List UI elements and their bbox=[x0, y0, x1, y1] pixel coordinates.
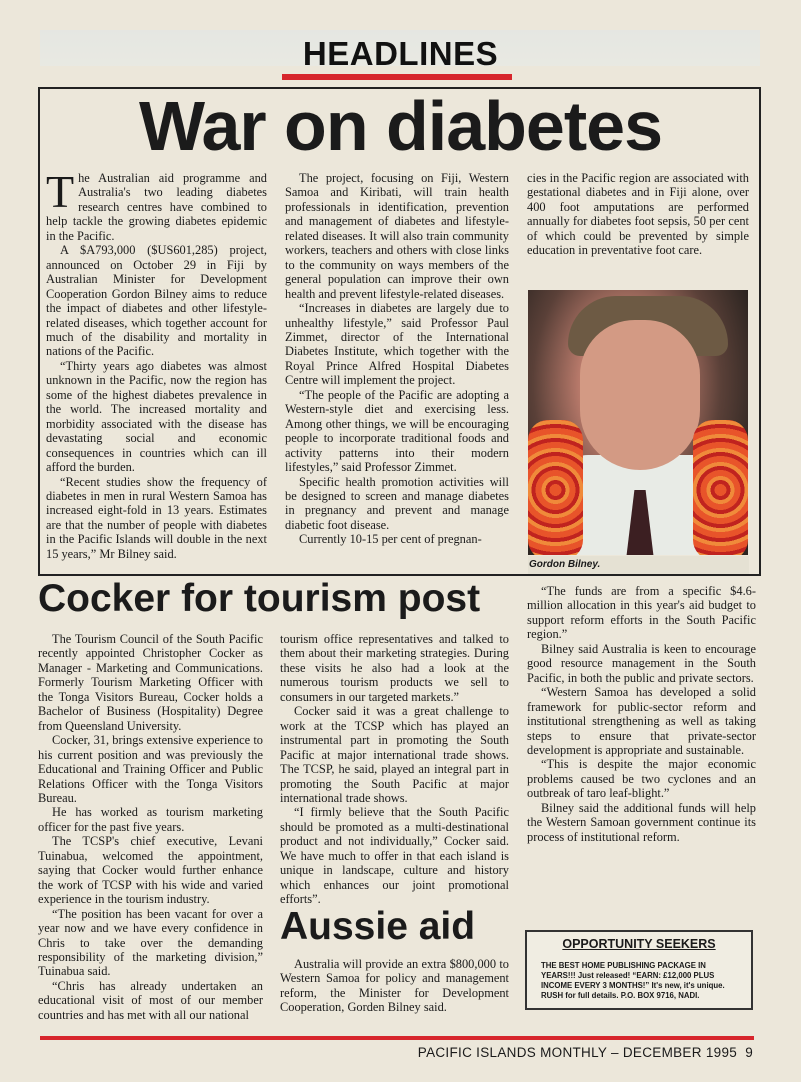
page-footer bbox=[418, 1045, 753, 1060]
story2-paragraph: “The position has been vacant for over a year now and we have every confidence in Chris to take over the demanding responsibility of the marketing division,” Tuinabua said. bbox=[38, 906, 263, 979]
story3-paragraph: “The funds are from a specific $4.6-million allocation in this year's aid budget to support reform efforts in the South Pacific region.” bbox=[527, 584, 756, 642]
story1-paragraph: The Australian aid programme and Australia's two leading diabetes research centres have combined to help tackle the growing diabetes epidemic in the Pacific. bbox=[46, 166, 267, 243]
story2-paragraph: The TCSP's chief executive, Levani Tuinabua, welcomed the appointment, saying that Cocker would further enhance the work of TCSP with his wide and varied experience in the tourism industry. bbox=[38, 834, 263, 907]
kicker-underline bbox=[282, 74, 512, 80]
story3-paragraph: Australia will provide an extra $800,000 to Western Samoa for policy and management reform, the Minister for Development Cooperation, Gorden Bilney said. bbox=[280, 957, 509, 1015]
story2-paragraph: Cocker, 31, brings extensive experience to his current position and was previously the Educational and Training Officer and Public Relations Officer with the Tonga Visitors Bureau. bbox=[38, 733, 263, 805]
story2-paragraph: The Tourism Council of the South Pacific recently appointed Christopher Cocker as Manager - Marketing and Communications. Formerly Tourism Marketing Officer with the Tonga Visitors Bureau, Cocker holds a Bachelor of Business (Hospitality) Degree from Queensland University. bbox=[38, 632, 263, 733]
story1-paragraph: “The people of the Pacific are adopting a Western-style diet and exercising less. Among other things, we will be encouraging people to incorporate traditional foods and activity patterns into their modern lifestyles,” said Professor Zimmet. bbox=[285, 387, 509, 475]
story1-column-1 bbox=[46, 166, 267, 561]
story2-paragraph: “Chris has already undertaken an educational visit of most of our member countries and has met with all our national bbox=[38, 978, 263, 1022]
drop-cap: T bbox=[46, 166, 75, 217]
story3-column-2 bbox=[280, 957, 509, 1015]
story3-paragraph: “This is despite the major economic problems caused be two cyclones and an outbreak of taro leaf-blight.” bbox=[527, 757, 756, 801]
classified-ad bbox=[525, 930, 753, 1010]
photo-caption: Gordon Bilney. bbox=[528, 556, 749, 574]
story1-paragraph: “Thirty years ago diabetes was almost unknown in the Pacific, now the region has some of the highest diabetes prevalence in the world. The increased mortality and morbidity associated with the disease has devastating social and economic consequences in countries which can ill afford the burden. bbox=[46, 358, 267, 475]
ad-title: OPPORTUNITY SEEKERS bbox=[562, 937, 716, 951]
ad-body: THE BEST HOME PUBLISHING PACKAGE IN YEARS!!! Just released! “EARN: £12,000 PLUS INCOME EVERY 3 MONTHS!” It's new, it's unique. RUSH for full details. P.O. BOX 9716, NADI. bbox=[541, 961, 725, 1000]
section-kicker: HEADLINES bbox=[302, 35, 499, 72]
story2-paragraph: Cocker said it was a great challenge to work at the TCSP which has played an instrumental part in promoting the South Pacific at major international trade shows. The TCSP, he said, played an integral part in promoting the South Pacific at major international trade shows. bbox=[280, 704, 509, 805]
story1-paragraph: cies in the Pacific region are associated with gestational diabetes and in Fiji alone, over 400 foot amputations are performed annually for diabetes foot sepsis, 50 per cent of which could be prevented by simple education in preventative foot care. bbox=[527, 171, 749, 258]
story1-paragraph: Currently 10-15 per cent of pregnan- bbox=[299, 532, 482, 547]
story2-paragraph: He has worked as tourism marketing officer for the past five years. bbox=[38, 805, 263, 834]
page-number: 9 bbox=[745, 1045, 753, 1060]
story3-paragraph: Bilney said the additional funds will help the Western Samoan government continue its process of institutional reform. bbox=[527, 800, 756, 844]
story1-paragraph: “Recent studies show the frequency of diabetes in men in rural Western Samoa has increased eight-fold in 13 years. Estimates are that the number of people with diabetes in the Pacific Islands will double in the next 15 years,” Mr Bilney said. bbox=[46, 474, 267, 561]
story1-column-3 bbox=[527, 171, 749, 258]
headline-war-on-diabetes: War on diabetes bbox=[138, 87, 663, 165]
headline-aussie-aid: Aussie aid bbox=[280, 905, 476, 948]
headline-cocker-tourism: Cocker for tourism post bbox=[38, 577, 481, 620]
story3-column-3 bbox=[527, 584, 756, 844]
story2-paragraph: tourism office representatives and talked to them about their marketing strategies. During these visits he also had a look at the numerous tourism products we sell to consumers in our targeted markets.” bbox=[280, 632, 509, 704]
story1-paragraph: Specific health promotion activities will be designed to screen and manage diabetes in pregnancy and prevent and manage diabetic foot disease. bbox=[285, 474, 509, 532]
story1-paragraph: A $A793,000 ($US601,285) project, announced on October 29 in Fiji by Australian Minister for Development Cooperation Gordon Bilney aims to reduce the impact of diabetes and other lifestyle-related diseases, which together account for much of the disability and mortality in nations of the Pacific. bbox=[46, 243, 267, 359]
story3-paragraph: Bilney said Australia is keen to encourage good resource management in the South Pacific, in both the public and private sectors. bbox=[527, 641, 756, 685]
story1-column-2 bbox=[285, 171, 509, 547]
photo-gordon-bilney bbox=[528, 290, 748, 555]
story1-paragraph: “Increases in diabetes are largely due to unhealthy lifestyle,” said Professor Paul Zimmet, director of the International Diabetes Institute, which together with the Royal Prince Alfred Hospital Diabetes Centre will implement the project. bbox=[285, 301, 509, 388]
story3-paragraph: “Western Samoa has developed a solid framework for public-sector reform and institutional strengthening as well as taking steps to ensure that private-sector development is appropriate and sustainable. bbox=[527, 685, 756, 757]
story2-paragraph: “I firmly believe that the South Pacific should be promoted as a multi-destinational product and not individually,” Cocker said. We have much to offer in that each island is unique in landscape, culture and history which enhances our joint promotional efforts”. bbox=[280, 805, 509, 907]
story2-column-2 bbox=[280, 632, 509, 907]
story1-paragraph: The project, focusing on Fiji, Western Samoa and Kiribati, will train health professionals in identification, prevention and management of diabetes and lifestyle-related diseases. It will also train community workers, teachers and others with close links to the community on ways members of the general population can improve their own health and prevent lifestyle-related diseases. bbox=[285, 171, 509, 301]
footer-rule bbox=[40, 1036, 754, 1040]
story2-column-1 bbox=[38, 632, 263, 1022]
footer-publication: PACIFIC ISLANDS MONTHLY – DECEMBER 1995 bbox=[417, 1045, 738, 1060]
